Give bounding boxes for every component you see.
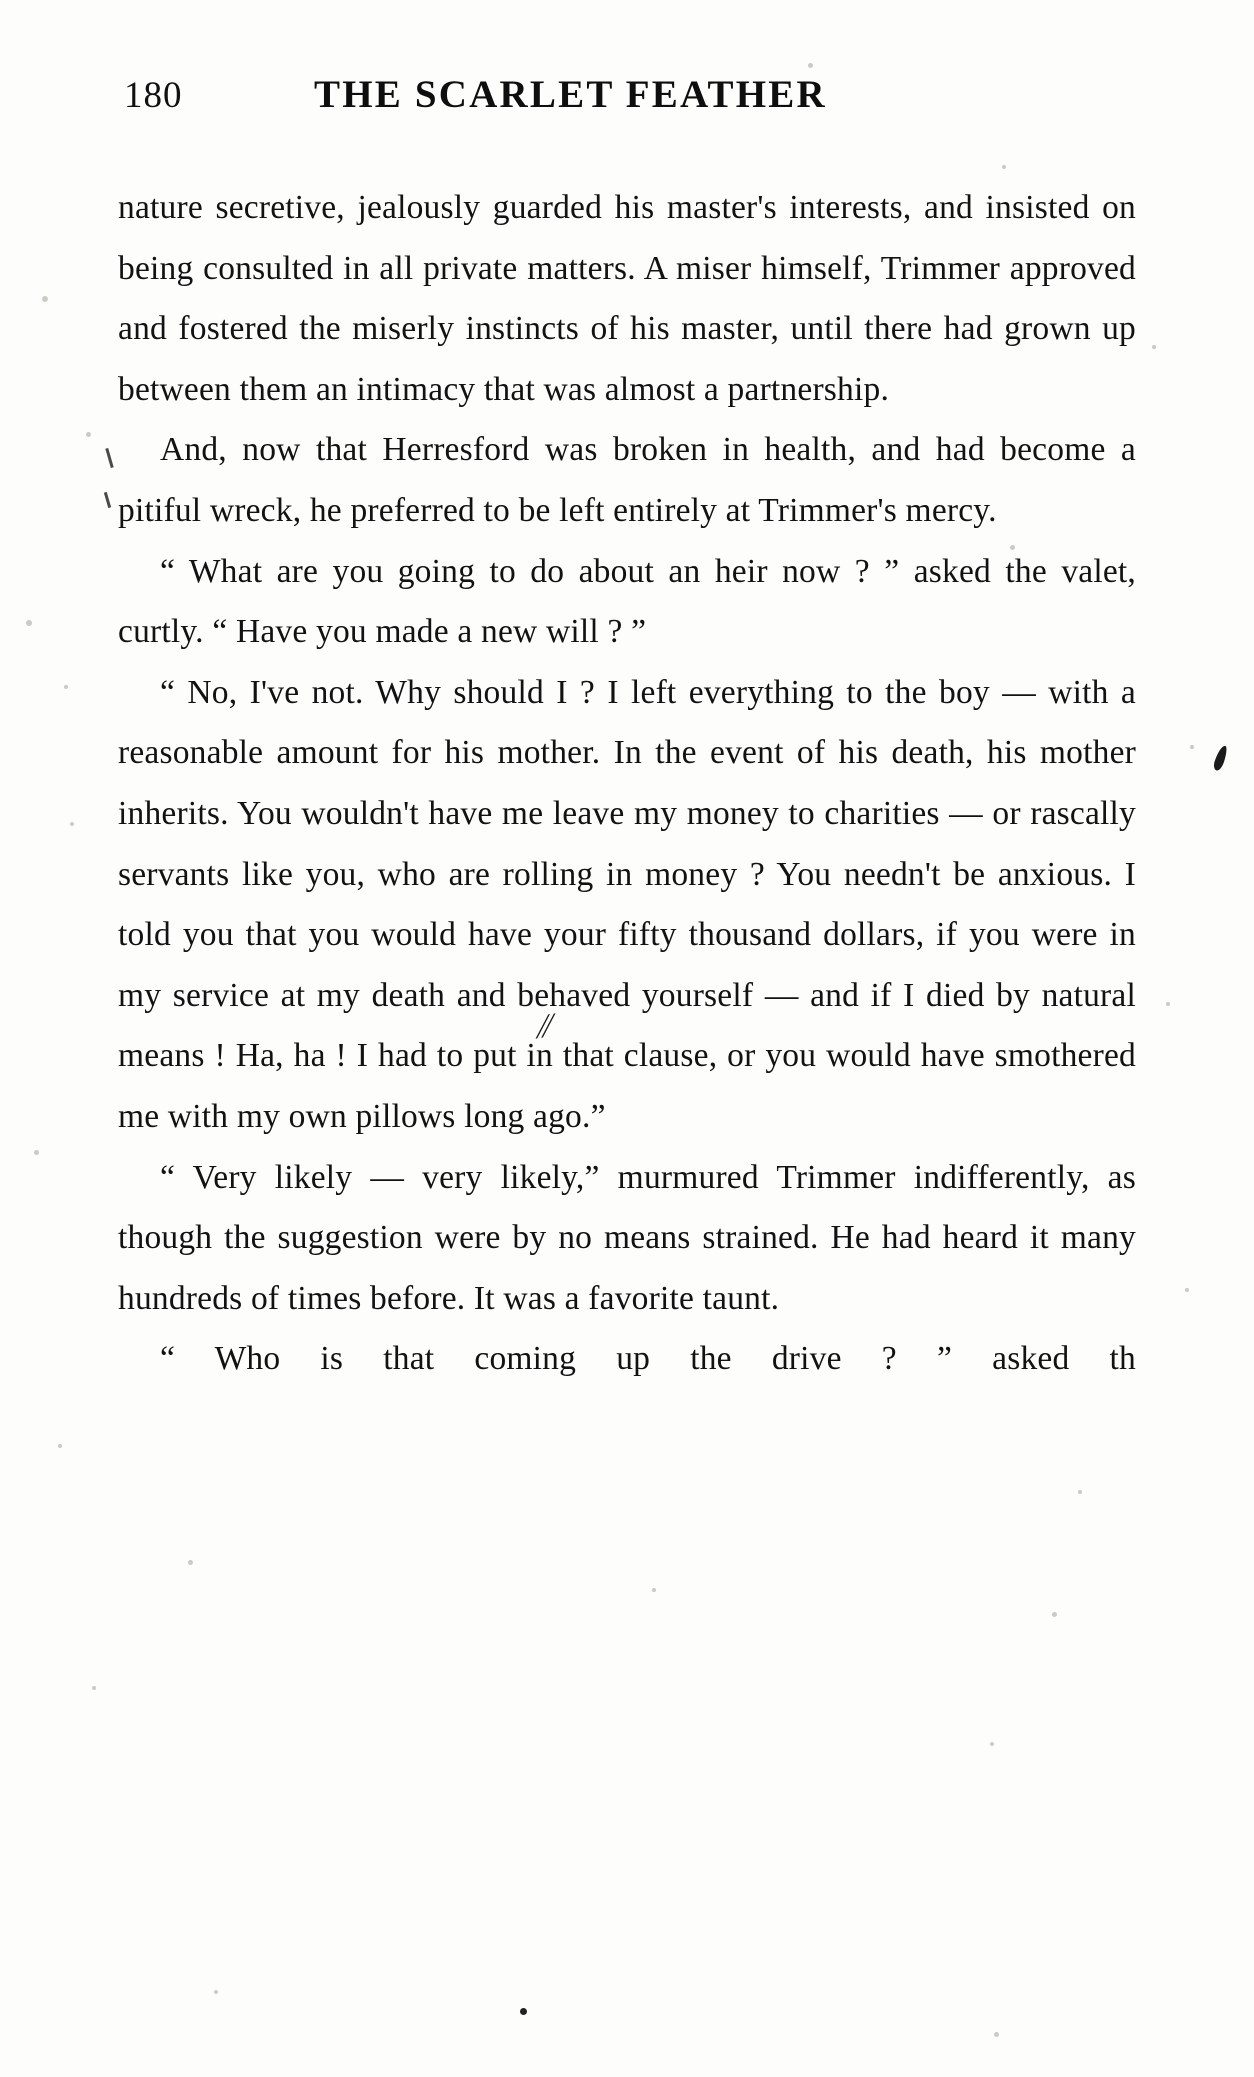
scan-speck [520, 2008, 527, 2015]
page-number: 180 [124, 75, 183, 116]
scan-speck [34, 1150, 39, 1155]
scan-speck [1152, 345, 1156, 349]
scan-speck [214, 1990, 218, 1994]
scan-speck [808, 63, 813, 68]
scan-speck [92, 1686, 96, 1690]
scan-speck [1185, 1288, 1189, 1292]
scan-speck [1052, 1612, 1057, 1617]
scan-speck [990, 1742, 994, 1746]
scan-speck [70, 822, 74, 826]
page-header [124, 72, 1134, 117]
scan-speck [1166, 1002, 1170, 1006]
paragraph: “ No, I've not. Why should I ? I left everything to the boy — with a reasonable amount for his mother. In the event of his death, his mother inherits. You wouldn't have me leave my money to charities — or rascally servants like you, who are rolling in money ? You needn't be anxious. I told you that you would have your fifty thousand dollars, if you were in my service at my death and behaved yourself — and if I died by natural means ! Ha, ha ! I had to put in that clause, or you would have smothered me with my own pillows long ago.” [118, 673, 1136, 1135]
scan-speck [994, 2032, 999, 2037]
scan-speck [58, 1444, 62, 1448]
scan-speck [42, 296, 48, 302]
ink-blob-mark [1212, 744, 1229, 772]
scan-speck [188, 1560, 193, 1565]
scan-speck [1078, 1490, 1082, 1494]
paragraph: “ Who is that coming up the drive ? ” asked th [160, 1340, 1136, 1378]
scan-speck [86, 432, 91, 437]
running-title: THE SCARLET FEATHER [314, 73, 827, 116]
scan-speck [26, 620, 32, 626]
paragraph: “ What are you going to do about an heir now ? ” asked the valet, curtly. “ Have you made a new will ? ” [118, 552, 1136, 651]
scan-speck [1002, 165, 1006, 169]
scan-speck [1190, 745, 1194, 749]
paragraph: nature secretive, jealously guarded his master's interests, and insisted on being consulted in all private matters. A miser himself, Trimmer approved and fostered the miserly instincts of his master, until there had grown up between them an intimacy that was almost a partnership. [118, 189, 1136, 408]
scan-speck [652, 1588, 656, 1592]
paragraph: And, now that Herresford was broken in health, and had become a pitiful wreck, he preferred to be left entirely at Trimmer's mercy. [118, 431, 1136, 529]
paragraph: “ Very likely — very likely,” murmured Trimmer indifferently, as though the suggestion were by no means strained. He had heard it many hundreds of times before. It was a favorite taunt. [118, 1158, 1136, 1317]
scan-speck [64, 685, 68, 689]
page-body [118, 178, 1136, 1450]
pen-stroke-mark [105, 448, 113, 468]
pen-stroke-mark [104, 492, 111, 508]
pen-stroke-mark: ⁄⁄ [537, 1007, 554, 1046]
